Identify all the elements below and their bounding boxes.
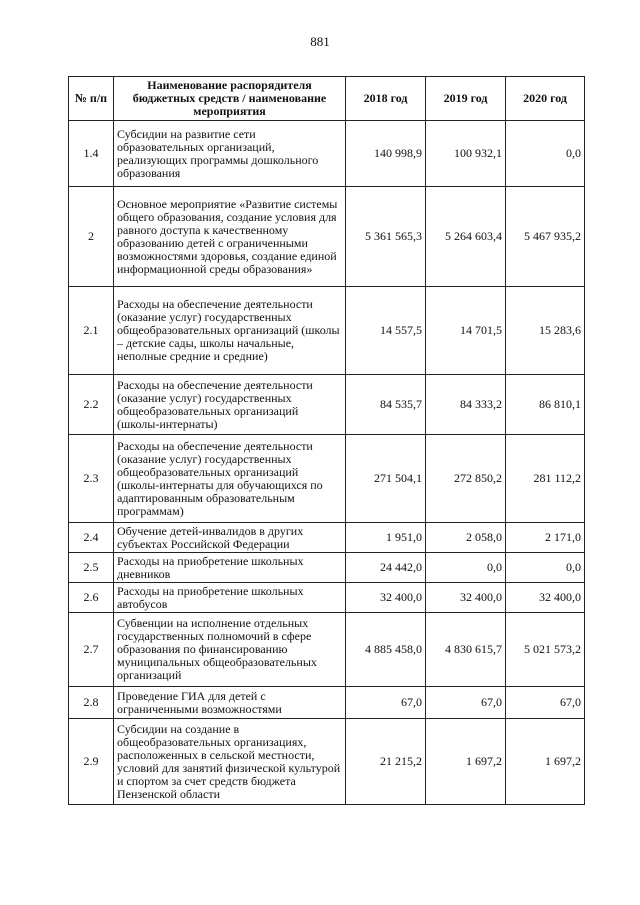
row-value-2018: 4 885 458,0 [346, 613, 426, 687]
table-row [69, 613, 585, 687]
row-number: 2.3 [69, 435, 114, 523]
row-value-2018: 24 442,0 [346, 553, 426, 583]
row-value-2020: 5 467 935,2 [506, 187, 585, 287]
header-2018: 2018 год [346, 77, 426, 121]
row-name: Субсидии на развитие сети образовательных организаций, реализующих программы дошкольного образования [114, 121, 346, 187]
table-row [69, 523, 585, 553]
row-value-2020: 1 697,2 [506, 719, 585, 805]
row-value-2018: 84 535,7 [346, 375, 426, 435]
header-2019: 2019 год [426, 77, 506, 121]
row-value-2018: 5 361 565,3 [346, 187, 426, 287]
row-name: Основное мероприятие «Развитие системы общего образования, создание условия для равного доступа к качественному образованию детей с ограниченными возможностями здоровья, создание единой информационной среды образования» [114, 187, 346, 287]
row-number: 2.2 [69, 375, 114, 435]
row-value-2020: 15 283,6 [506, 287, 585, 375]
row-value-2018: 14 557,5 [346, 287, 426, 375]
page-number: 881 [310, 34, 330, 49]
row-value-2018: 32 400,0 [346, 583, 426, 613]
row-number: 2.9 [69, 719, 114, 805]
table-row [69, 187, 585, 287]
row-value-2020: 86 810,1 [506, 375, 585, 435]
row-name: Обучение детей-инвалидов в других субъектах Российской Федерации [114, 523, 346, 553]
row-value-2018: 1 951,0 [346, 523, 426, 553]
row-value-2018: 67,0 [346, 687, 426, 719]
row-name: Субвенции на исполнение отдельных государственных полномочий в сфере образования по финансированию муниципальных общеобразовательных организаций [114, 613, 346, 687]
table-row [69, 583, 585, 613]
row-number: 2.7 [69, 613, 114, 687]
row-value-2019: 32 400,0 [426, 583, 506, 613]
row-value-2019: 272 850,2 [426, 435, 506, 523]
row-name: Расходы на обеспечение деятельности (оказание услуг) государственных общеобразовательных организаций (школы – детские сады, школы начальные, неполные средние и средние) [114, 287, 346, 375]
table-row [69, 435, 585, 523]
row-name: Расходы на обеспечение деятельности (оказание услуг) государственных общеобразовательных организаций (школы-интернаты для обучающихся по адаптированным образовательным программам) [114, 435, 346, 523]
row-name: Проведение ГИА для детей с ограниченными возможностями [114, 687, 346, 719]
table-row [69, 375, 585, 435]
row-value-2020: 5 021 573,2 [506, 613, 585, 687]
row-value-2019: 14 701,5 [426, 287, 506, 375]
row-number: 2.1 [69, 287, 114, 375]
table-row [69, 121, 585, 187]
row-number: 2 [69, 187, 114, 287]
table-row [69, 687, 585, 719]
row-value-2020: 2 171,0 [506, 523, 585, 553]
row-value-2020: 281 112,2 [506, 435, 585, 523]
table-row [69, 287, 585, 375]
row-value-2019: 0,0 [426, 553, 506, 583]
row-number: 2.4 [69, 523, 114, 553]
row-name: Расходы на приобретение школьных дневников [114, 553, 346, 583]
row-value-2019: 67,0 [426, 687, 506, 719]
row-value-2019: 5 264 603,4 [426, 187, 506, 287]
row-value-2020: 0,0 [506, 121, 585, 187]
row-value-2020: 67,0 [506, 687, 585, 719]
row-value-2019: 4 830 615,7 [426, 613, 506, 687]
row-value-2019: 2 058,0 [426, 523, 506, 553]
header-num: № п/п [69, 77, 114, 121]
table-row [69, 719, 585, 805]
budget-table [68, 76, 585, 805]
row-number: 1.4 [69, 121, 114, 187]
row-value-2019: 100 932,1 [426, 121, 506, 187]
row-name: Расходы на приобретение школьных автобусов [114, 583, 346, 613]
row-number: 2.8 [69, 687, 114, 719]
header-name: Наименование распорядителя бюджетных средств / наименование мероприятия [114, 77, 346, 121]
table-header-row [69, 77, 585, 121]
row-value-2018: 271 504,1 [346, 435, 426, 523]
row-value-2020: 0,0 [506, 553, 585, 583]
header-2020: 2020 год [506, 77, 585, 121]
row-value-2018: 140 998,9 [346, 121, 426, 187]
row-number: 2.6 [69, 583, 114, 613]
row-name: Субсидии на создание в общеобразовательных организациях, расположенных в сельской местности, условий для занятий физической культурой и спортом за счет средств бюджета Пензенской области [114, 719, 346, 805]
row-value-2019: 84 333,2 [426, 375, 506, 435]
row-number: 2.5 [69, 553, 114, 583]
row-value-2018: 21 215,2 [346, 719, 426, 805]
row-value-2020: 32 400,0 [506, 583, 585, 613]
row-name: Расходы на обеспечение деятельности (оказание услуг) государственных общеобразовательных организаций (школы-интернаты) [114, 375, 346, 435]
table-row [69, 553, 585, 583]
row-value-2019: 1 697,2 [426, 719, 506, 805]
